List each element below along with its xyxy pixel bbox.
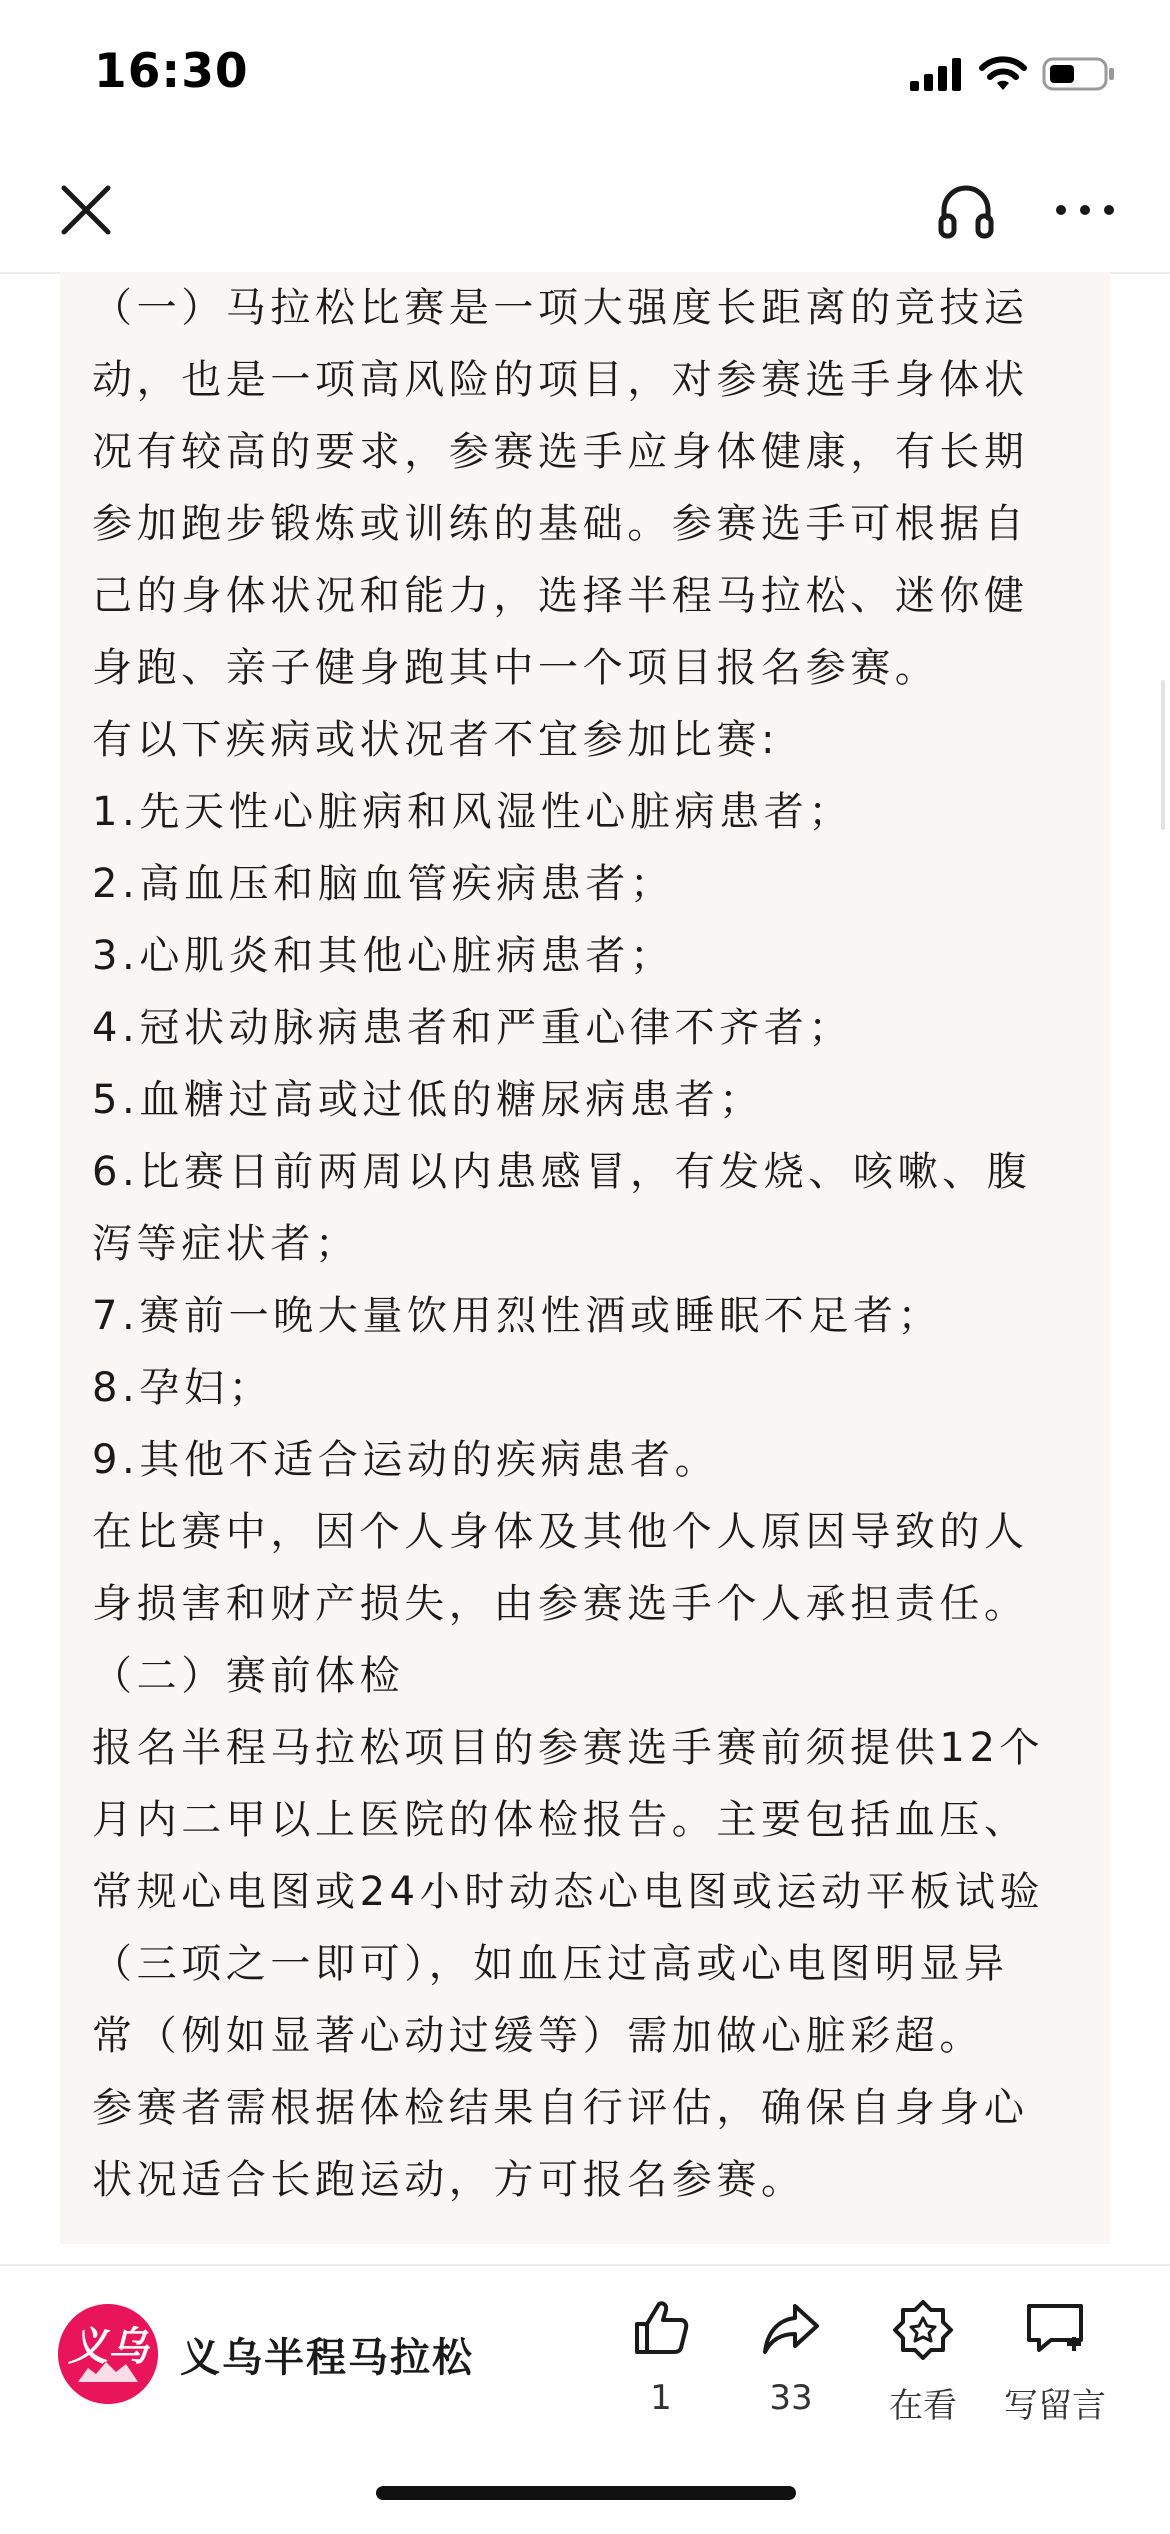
home-indicator[interactable] <box>376 2486 796 2500</box>
article-line: 参加跑步锻炼或训练的基础。参赛选手可根据自 <box>92 501 1029 547</box>
article-line: （二）赛前体检 <box>92 1653 405 1699</box>
article-line: 4.冠状动脉病患者和严重心律不齐者； <box>92 1005 853 1051</box>
write-comment-button[interactable] <box>990 2296 1120 2427</box>
article-line: 况有较高的要求，参赛选手应身体健康，有长期 <box>92 429 1029 475</box>
article-line: 身跑、亲子健身跑其中一个项目报名参赛。 <box>92 645 940 691</box>
account-name[interactable]: 义乌半程马拉松 <box>180 2335 474 2381</box>
scroll-indicator[interactable] <box>1161 680 1165 830</box>
article-line: 有以下疾病或状况者不宜参加比赛: <box>92 717 780 763</box>
share-count: 33 <box>769 2378 813 2418</box>
watching-star-icon <box>891 2296 955 2360</box>
article-line: 在比赛中，因个人身体及其他个人原因导致的人 <box>92 1509 1029 1555</box>
article-line: 状况适合长跑运动，方可报名参赛。 <box>92 2157 806 2203</box>
thumbs-up-icon <box>629 2296 693 2360</box>
like-button[interactable] <box>596 2296 726 2418</box>
wifi-icon <box>978 56 1028 92</box>
status-bar <box>0 0 1170 150</box>
article-line: 常（例如显著心动过缓等）需加做心脏彩超。 <box>92 2013 984 2059</box>
share-button[interactable] <box>726 2296 856 2418</box>
like-count: 1 <box>650 2378 672 2418</box>
article-line: 己的身体状况和能力，选择半程马拉松、迷你健 <box>92 573 1029 619</box>
article-line: 泻等症状者； <box>92 1221 360 1267</box>
write-comment-label: 写留言 <box>1004 2386 1106 2426</box>
more-icon[interactable] <box>1052 180 1118 240</box>
cellular-signal-icon <box>910 57 964 91</box>
article-line: 常规心电图或24小时动态心电图或运动平板试验 <box>92 1869 1045 1915</box>
article-line: 2.高血压和脑血管疾病患者； <box>92 861 675 907</box>
watching-label: 在看 <box>889 2386 957 2426</box>
article-line: 参赛者需根据体检结果自行评估，确保自身身心 <box>92 2085 1029 2131</box>
article-line: 5.血糖过高或过低的糖尿病患者； <box>92 1077 764 1123</box>
article-content <box>60 272 1110 2244</box>
watching-button[interactable] <box>858 2296 988 2427</box>
article-line: 1.先天性心脏病和风湿性心脏病患者； <box>92 789 853 835</box>
article-line: （三项之一即可），如血压过高或心电图明显异 <box>92 1941 1009 1987</box>
article-line: 3.心肌炎和其他心脏病患者； <box>92 933 675 979</box>
article-line: 身损害和财产损失，由参赛选手个人承担责任。 <box>92 1581 1029 1627</box>
article-line: 报名半程马拉松项目的参赛选手赛前须提供12个 <box>92 1725 1045 1771</box>
logo-text: 义乌 <box>68 2323 148 2370</box>
article-line: 9.其他不适合运动的疾病患者。 <box>92 1437 720 1483</box>
status-icons <box>910 56 1116 92</box>
article-line: 7.赛前一晚大量饮用烈性酒或睡眠不足者； <box>92 1293 943 1339</box>
article-line: 动，也是一项高风险的项目，对参赛选手身体状 <box>92 357 1029 403</box>
article-line: 月内二甲以上医院的体检报告。主要包括血压、 <box>92 1797 1029 1843</box>
comment-add-icon <box>1023 2296 1087 2360</box>
share-arrow-icon <box>759 2296 823 2360</box>
nav-bar <box>0 150 1170 274</box>
article-line: （一）马拉松比赛是一项大强度长距离的竞技运 <box>92 285 1029 331</box>
article-line: 8.孕妇； <box>92 1365 274 1411</box>
battery-icon <box>1042 56 1116 92</box>
headphones-icon[interactable] <box>934 178 998 242</box>
account-avatar[interactable] <box>58 2304 158 2404</box>
article-line: 6.比赛日前两周以内患感冒，有发烧、咳嗽、腹 <box>92 1149 1032 1195</box>
status-time: 16:30 <box>94 44 249 99</box>
close-icon[interactable] <box>56 180 116 240</box>
account-logo-graphic <box>58 2304 158 2404</box>
